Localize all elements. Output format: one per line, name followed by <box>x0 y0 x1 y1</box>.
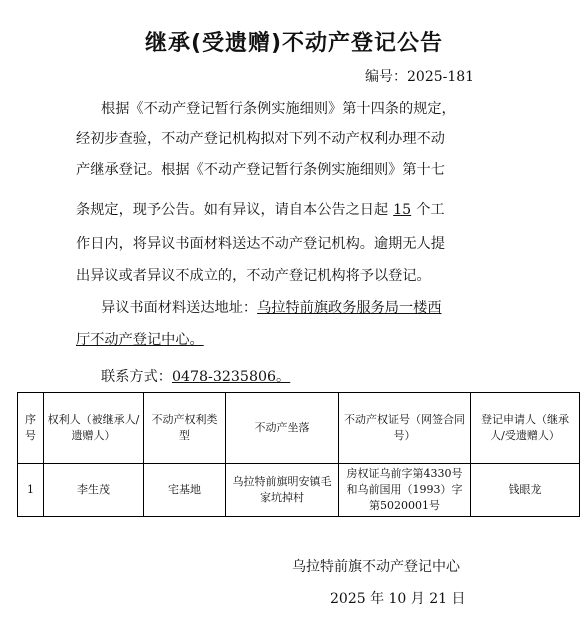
body-line-1: 根据《不动产登记暂行条例实施细则》第十四条的规定， <box>101 101 456 117</box>
cell-location: 乌拉特前旗明安镇毛家坑掉村 <box>226 464 339 517</box>
address-value: 乌拉特前旗政务服务局一楼西 <box>257 300 442 316</box>
body-line-4-tail: 个工 <box>416 202 445 218</box>
header-certificate-no: 不动产权证号（网签合同号） <box>339 393 471 464</box>
header-right-type: 不动产权利类型 <box>144 393 226 464</box>
body-line-4-text: 条规定，现予公告。如有异议，请自本公告之日起 <box>76 202 389 218</box>
issue-date: 2025 年 10 月 21 日 <box>330 591 466 607</box>
header-applicant: 登记申请人（继承人/受遗赠人） <box>471 393 580 464</box>
body-line-2: 经初步查验，不动产登记机构拟对下列不动产权利办理不动 <box>76 131 445 147</box>
address-line-2: 厅不动产登记中心。 <box>76 332 204 348</box>
body-line-6: 出异议或者异议不成立的，不动产登记机构将予以登记。 <box>76 268 431 284</box>
cell-seq: 1 <box>18 464 44 517</box>
notice-title: 继承(受遗赠)不动产登记公告 <box>144 31 444 56</box>
address-line-1 <box>101 298 442 318</box>
contact-line <box>101 367 290 387</box>
contact-phone: 0478-3235806。 <box>171 369 291 385</box>
body-line-5: 作日内，将异议书面材料送达不动产登记机构。逾期无人提 <box>76 236 445 252</box>
cell-certificate-no: 房权证乌前字第4330号和乌前国用（1993）字第5020001号 <box>339 464 471 517</box>
cell-applicant: 钱眼龙 <box>471 464 580 517</box>
body-line-3: 产继承登记。根据《不动产登记暂行条例实施细则》第十七 <box>76 162 445 178</box>
issuing-organization: 乌拉特前旗不动产登记中心 <box>292 559 460 575</box>
table-header-row <box>18 393 580 464</box>
header-location: 不动产坐落 <box>226 393 339 464</box>
document-number: 编号：2025-181 <box>365 69 475 85</box>
cell-right-holder: 李生茂 <box>44 464 144 517</box>
body-line-4 <box>76 200 445 220</box>
objection-days: 15 <box>393 202 412 218</box>
header-seq: 序号 <box>18 393 44 464</box>
contact-label: 联系方式： <box>101 369 172 385</box>
address-label: 异议书面材料送达地址： <box>101 300 258 316</box>
header-right-holder: 权利人（被继承人/遗赠人） <box>44 393 144 464</box>
table-row <box>18 464 580 517</box>
registration-table <box>17 392 580 517</box>
cell-right-type: 宅基地 <box>144 464 226 517</box>
